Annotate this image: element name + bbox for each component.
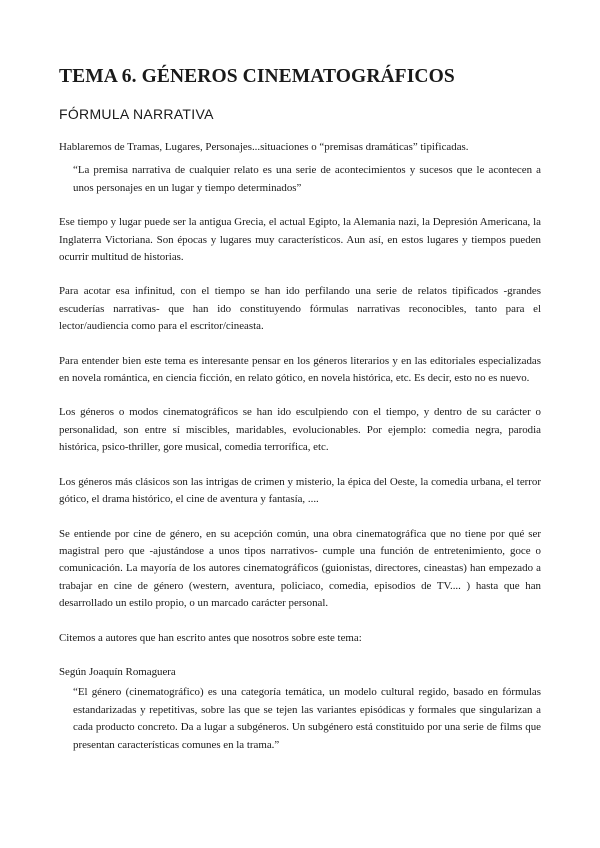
paragraph-time-place: Ese tiempo y lugar puede ser la antigua Grecia, el actual Egipto, la Alemania nazi, la Depresión Americana, la Inglaterra Victoriana. Son épocas y lugares muy característicos. Aun así, en estos lugares y tiempos pueden ocurrir multitud de historias.: [59, 216, 541, 264]
paragraph-intro: Hablaremos de Tramas, Lugares, Personajes...situaciones o “premisas dramáticas” tipificadas.: [59, 141, 469, 153]
paragraph-infinitude: Para acotar esa infinitud, con el tiempo se han ido perfilando una serie de relatos tipificados -grandes escuderías narrativas- que han ido constituyendo fórmulas narrativas reconocibles, tanto para el lector/audiencia como para el escritor/cineasta.: [59, 285, 541, 333]
quote-romaguera: “El género (cinematográfico) es una categoría temática, un modelo cultural regido, basado en fórmulas estandarizadas y repetitivas, sobre las que se tejen las variantes episódicas y formales que singularizan a cada producto concreto. Da a lugar a subgéneros. Un subgénero está constituido por una serie de films que presentan características comunes en la trama.”: [73, 686, 541, 751]
paragraph-genre-modes: Los géneros o modos cinematográficos se han ido esculpiendo con el tiempo, y dentro de su carácter o personalidad, son entre sí miscibles, maridables, evolucionables. Por ejemplo: comedia negra, parodia histórica, psico-thriller, gore musical, comedia terrorífica, etc.: [59, 406, 541, 454]
paragraph-genre-cinema: Se entiende por cine de género, en su acepción común, una obra cinematográfica que no tiene por qué ser magistral pero que -ajustándose a unos tipos narrativos- cumple una función de entretenimiento, goce o comunicación. La mayoría de los autores cinematográficos (guionistas, directores, cineastas) han empezado a trabajar en cine de género (western, aventura, policiaco, comedia, episodios de TV.... ) hasta que han desarrollado un estilo propio, o un marcado carácter personal.: [59, 527, 541, 610]
paragraph-literary-genres: Para entender bien este tema es interesante pensar en los géneros literarios y en las editoriales especializadas en novela romántica, en ciencia ficción, en relato gótico, en novela histórica, etc. Es decir, esto no es nuevo.: [59, 354, 541, 385]
quote-premise: “La premisa narrativa de cualquier relato es una serie de acontecimientos y sucesos que le acontecen a unos personajes en un lugar y tiempo determinados”: [73, 164, 541, 194]
paragraph-classic-genres: Los géneros más clásicos son las intrigas de crimen y misterio, la épica del Oeste, la comedia urbana, el terror gótico, el drama histórico, el cine de aventura y fantasía, ....: [59, 475, 541, 506]
page-title: TEMA 6. GÉNEROS CINEMATOGRÁFICOS: [59, 66, 455, 87]
paragraph-author-name: Según Joaquín Romaguera: [59, 665, 176, 678]
document-page: [59, 66, 541, 754]
section-heading: FÓRMULA NARRATIVA: [59, 106, 214, 122]
paragraph-authors: Citemos a autores que han escrito antes que nosotros sobre este tema:: [59, 631, 362, 644]
